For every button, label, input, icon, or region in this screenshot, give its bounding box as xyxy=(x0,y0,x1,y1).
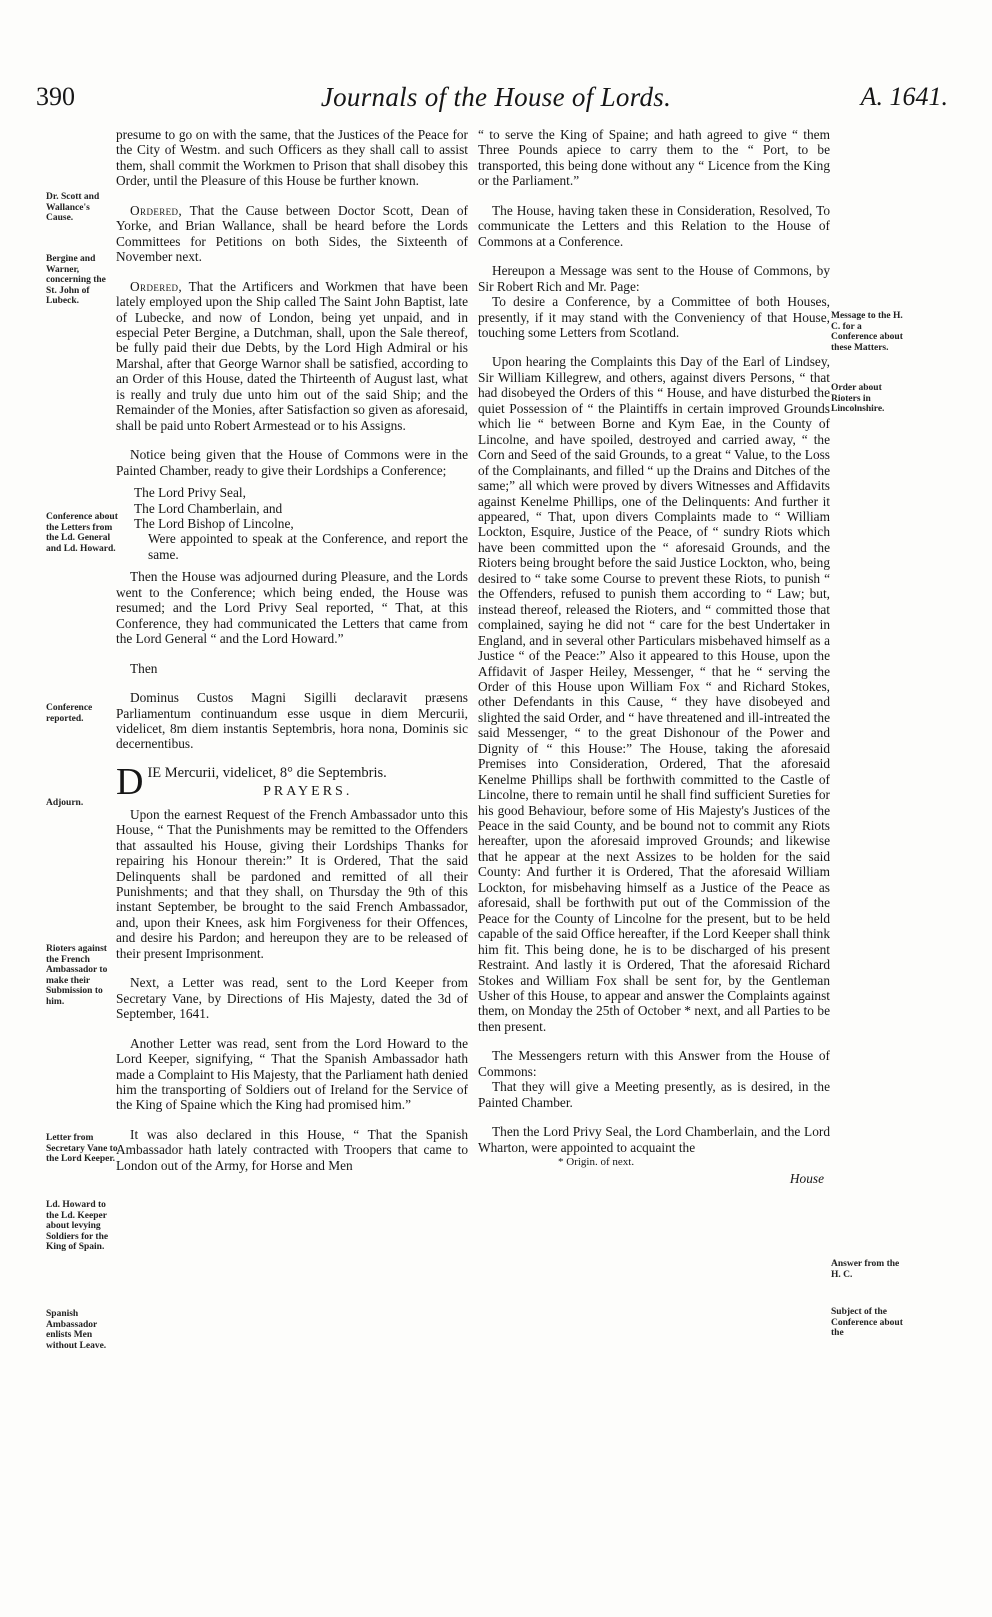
paragraph: presume to go on with the same, that the Justices of the Peace for the City of Westm. and such Officers as they shall call to assist them, shall commit the Workmen to Prison that shall disobey this Order, until the Pleasure of this House be further known. xyxy=(116,127,468,189)
margin-note-answer: Answer from the H. C. xyxy=(831,1259,900,1280)
page-number: 390 xyxy=(36,82,75,111)
margin-note-conference-reported: Conference reported. xyxy=(46,703,93,724)
page-header xyxy=(0,82,992,122)
drop-cap: D xyxy=(116,760,144,803)
margin-note-spanish: Spanish Ambassador enlists Men without Leave. xyxy=(46,1309,107,1351)
margin-note-scott: Dr. Scott and Wallance's Cause. xyxy=(46,192,100,223)
paragraph: That they will give a Meeting presently, as is desired, in the Painted Chamber. xyxy=(478,1079,830,1110)
margin-note-bergine: Bergine and Warner, concerning the St. John of Lubeck. xyxy=(46,254,106,306)
footnote: * Origin. of next. xyxy=(558,1156,635,1169)
heading-text: IE Mercurii, videlicet, 8° die Septembris. xyxy=(147,764,387,781)
then-line: Then xyxy=(130,660,158,676)
list-tail: Were appointed to speak at the Conference, and report the same. xyxy=(148,531,468,562)
list-item: The Lord Chamberlain, and xyxy=(134,500,283,516)
paragraph-text: That the Cause between Doctor Scott, Dean of Yorke, and Brian Wallance, shall be heard before the Lords Committees for Petitions on both Sides, the Sixteenth of November next. xyxy=(116,202,468,265)
paragraph: Upon the earnest Request of the French Ambassador unto this House, “ That the Punishments may be remitted to the Offenders that assaulted his House, giving their Lordships Thanks for repairing his Honour therein:” It is Ordered, That the said Delinquents shall be pardoned and remitted of all their Punishments; and that they shall, on Thursday the 9th of this instant September, be brought to the said French Ambassador, and, upon their Knees, ask him Forgiveness for their Offences, and desire his Pardon; and hereupon they are to be released of their present Imprisonment. xyxy=(116,806,468,961)
paragraph: Upon hearing the Complaints this Day of the Earl of Lindsey, Sir William Killegrew, and others, against divers Persons, “ that had disobeyed the Orders of this “ House, and have disturbed the quiet Possession of “ the Plaintiffs in certain improved Grounds which lie “ between Borne and Kym Eae, in the County of Lincolne, and have spoiled, destroyed and carried away, “ the Corn and Seed of the said Grounds, to a great “ Value, to the Loss of the Complainants, and filled “ up the Drains and Ditches of the same;” all which were proved by divers Witnesses and Affidavits against Kenelme Phillips, one of the Delinquents: And further it appeared, “ That, upon divers Complaints made to “ William Lockton, Esquire, Justice of the Peace, of “ sundry Riots which have been committed upon the “ aforesaid Grounds, and the Rioters being brought before the said Justice Lockton, who, being desired to “ take some Course to prevent these Riots, to punish “ the Offenders, refused to punish them according to “ Law; but, instead thereof, released the Rioters, and “ committed those that complained, saying he did not “ care for the best Undertaker in England, and in several other Particulars misbehaved himself as a Justice “ of the Peace:” Also it appeared to this House, upon the Affidavit of Jasper Heiley, Messenger, “ that he “ serving the Order of this House upon William Fox “ and Richard Stokes, other Defendants in this Cause, “ they have disobeyed and slighted the said Order, and “ have threatened and ill-intreated the said Messenger, “ to the great Dishonour of the Power and Dignity of “ this House:” The House, taking the aforesaid Premises into Consideration, Ordered, That the aforesaid Kenelme Phillips shall be forthwith committed to the Castle of Lincolne, there to remain until he shall find sufficient Sureties for his good Behaviour, before some of His Majesty's Justices of the Peace in the said County, and be bound not to commit any Riots hereafter, upon the aforesaid improved Grounds; and likewise that he appear at the next Assizes to be holden for the said County: And further it is Ordered, That the aforesaid William Lockton, for misbehaving himself as a Justice of the Peace as aforesaid, shall be forthwith put out of the Commission of the Peace for the County of Lincolne for the present, but to be held capable of the said Office hereafter, if the Lord Keeper shall think him fit. This being done, he is to be discharged of his present Restraint. And lastly it is Ordered, That the aforesaid Richard Stokes and William Fox shall be sent for, by the Gentleman Usher of this House, to appear and answer the Complaints against them, on Monday the 25th of October * next, and all Parties to be then present. xyxy=(478,354,830,1034)
page-year: A. 1641. xyxy=(860,82,948,111)
page-title: Journals of the House of Lords. xyxy=(320,82,672,112)
paragraph: Then the Lord Privy Seal, the Lord Chamberlain, and the Lord Wharton, were appointed to acquaint the xyxy=(478,1124,830,1155)
paragraph: It was also declared in this House, “ That the Spanish Ambassador hath lately contracted with Troopers that came to London out of the Army, for Horse and Men xyxy=(116,1126,468,1173)
margin-note-adjourn: Adjourn. xyxy=(46,798,84,808)
right-column xyxy=(478,127,830,1186)
paragraph: Notice being given that the House of Commons were in the Painted Chamber, ready to give their Lordships a Conference; xyxy=(116,447,468,478)
speakers-list xyxy=(116,485,468,562)
margin-note-subject: Subject of the Conference about the xyxy=(831,1307,903,1338)
list-item: The Lord Privy Seal, xyxy=(134,485,246,501)
left-column xyxy=(116,127,468,1173)
paragraph: Next, a Letter was read, sent to the Lord Keeper from Secretary Vane, by Directions of His Majesty, dated the 3d of September, 1641. xyxy=(116,975,468,1022)
paragraph: The House, having taken these in Consideration, Resolved, To communicate the Letters and this Relation to the House of Commons at a Conference. xyxy=(478,202,830,249)
paragraph: Then the House was adjourned during Pleasure, and the Lords went to the Conference; which being ended, the House was resumed; and the Lord Privy Seal reported, “ That, at this Conference, they had communicated the Letters that came from the Lord General “ and the Lord Howard.” xyxy=(116,569,468,647)
paragraph xyxy=(116,279,468,434)
paragraph: Hereupon a Message was sent to the House of Commons, by Sir Robert Rich and Mr. Page: xyxy=(478,263,830,294)
paragraph: To desire a Conference, by a Committee of both Houses, presently, if it may stand with the Conveniency of that House, touching some Letters from Scotland. xyxy=(478,294,830,340)
margin-note-rioters: Rioters against the French Ambassador to make their Submission to him. xyxy=(46,944,108,1007)
catchword: House xyxy=(789,1170,824,1186)
paragraph: The Messengers return with this Answer from the House of Commons: xyxy=(478,1048,830,1079)
margin-note-conference-letters: Conference about the Letters from the Ld. General and Ld. Howard. xyxy=(46,512,118,554)
margin-note-order-rioters: Order about Rioters in Lincolnshire. xyxy=(831,383,885,414)
margin-note-howard: Ld. Howard to the Ld. Keeper about levying Soldiers for the King of Spain. xyxy=(46,1200,109,1252)
margin-note-message: Message to the H. C. for a Conference about these Matters. xyxy=(831,311,903,353)
ordered-lead: Ordered, xyxy=(130,278,183,294)
paragraph: Dominus Custos Magni Sigilli declaravit præsens Parliamentum continuandum esse usque in diem Mercurii, videlicet, 8m diem instantis Septembris, hora nona, Dominis sic decernentibus. xyxy=(116,690,468,752)
paragraph-text: That the Artificers and Workmen that have been lately employed upon the Ship called The Saint John Baptist, late of Lubecke, and now of London, being yet unpaid, and in especial Peter Bergine, a Dutchman, shall, upon the Sale thereof, be fully paid their due Debts, by the Lord High Admiral or his Marshal, after that George Warnor shall be satisfied, according to an Order of this House, dated the Thirteenth of August last, what is really and truly due unto him out of the said Ship; and the Remainder of the Monies, after Satisfaction so given as aforesaid, shall be paid unto Robert Armestead or to his Assigns. xyxy=(116,278,468,433)
paragraph: Another Letter was read, sent from the Lord Howard to the Lord Keeper, signifying, “ That the Spanish Ambassador hath made a Complaint to His Majesty, that the Parliament hath denied him the transporting of Soldiers out of Ireland for the Service of the King of Spaine which the King had promised him.” xyxy=(116,1035,468,1113)
ordered-lead: Ordered, xyxy=(130,202,183,218)
margin-note-letter-vane: Letter from Secretary Vane to the Lord Keeper. xyxy=(46,1133,118,1164)
paragraph xyxy=(116,203,468,265)
list-item: The Lord Bishop of Lincolne, xyxy=(134,515,294,531)
paragraph: “ to serve the King of Spaine; and hath agreed to give “ them Three Pounds apiece to carry them to the “ Port, to be transported, this being done without any “ Licence from the King or the Parliament.” xyxy=(478,127,830,189)
prayers-heading: PRAYERS. xyxy=(263,784,353,800)
